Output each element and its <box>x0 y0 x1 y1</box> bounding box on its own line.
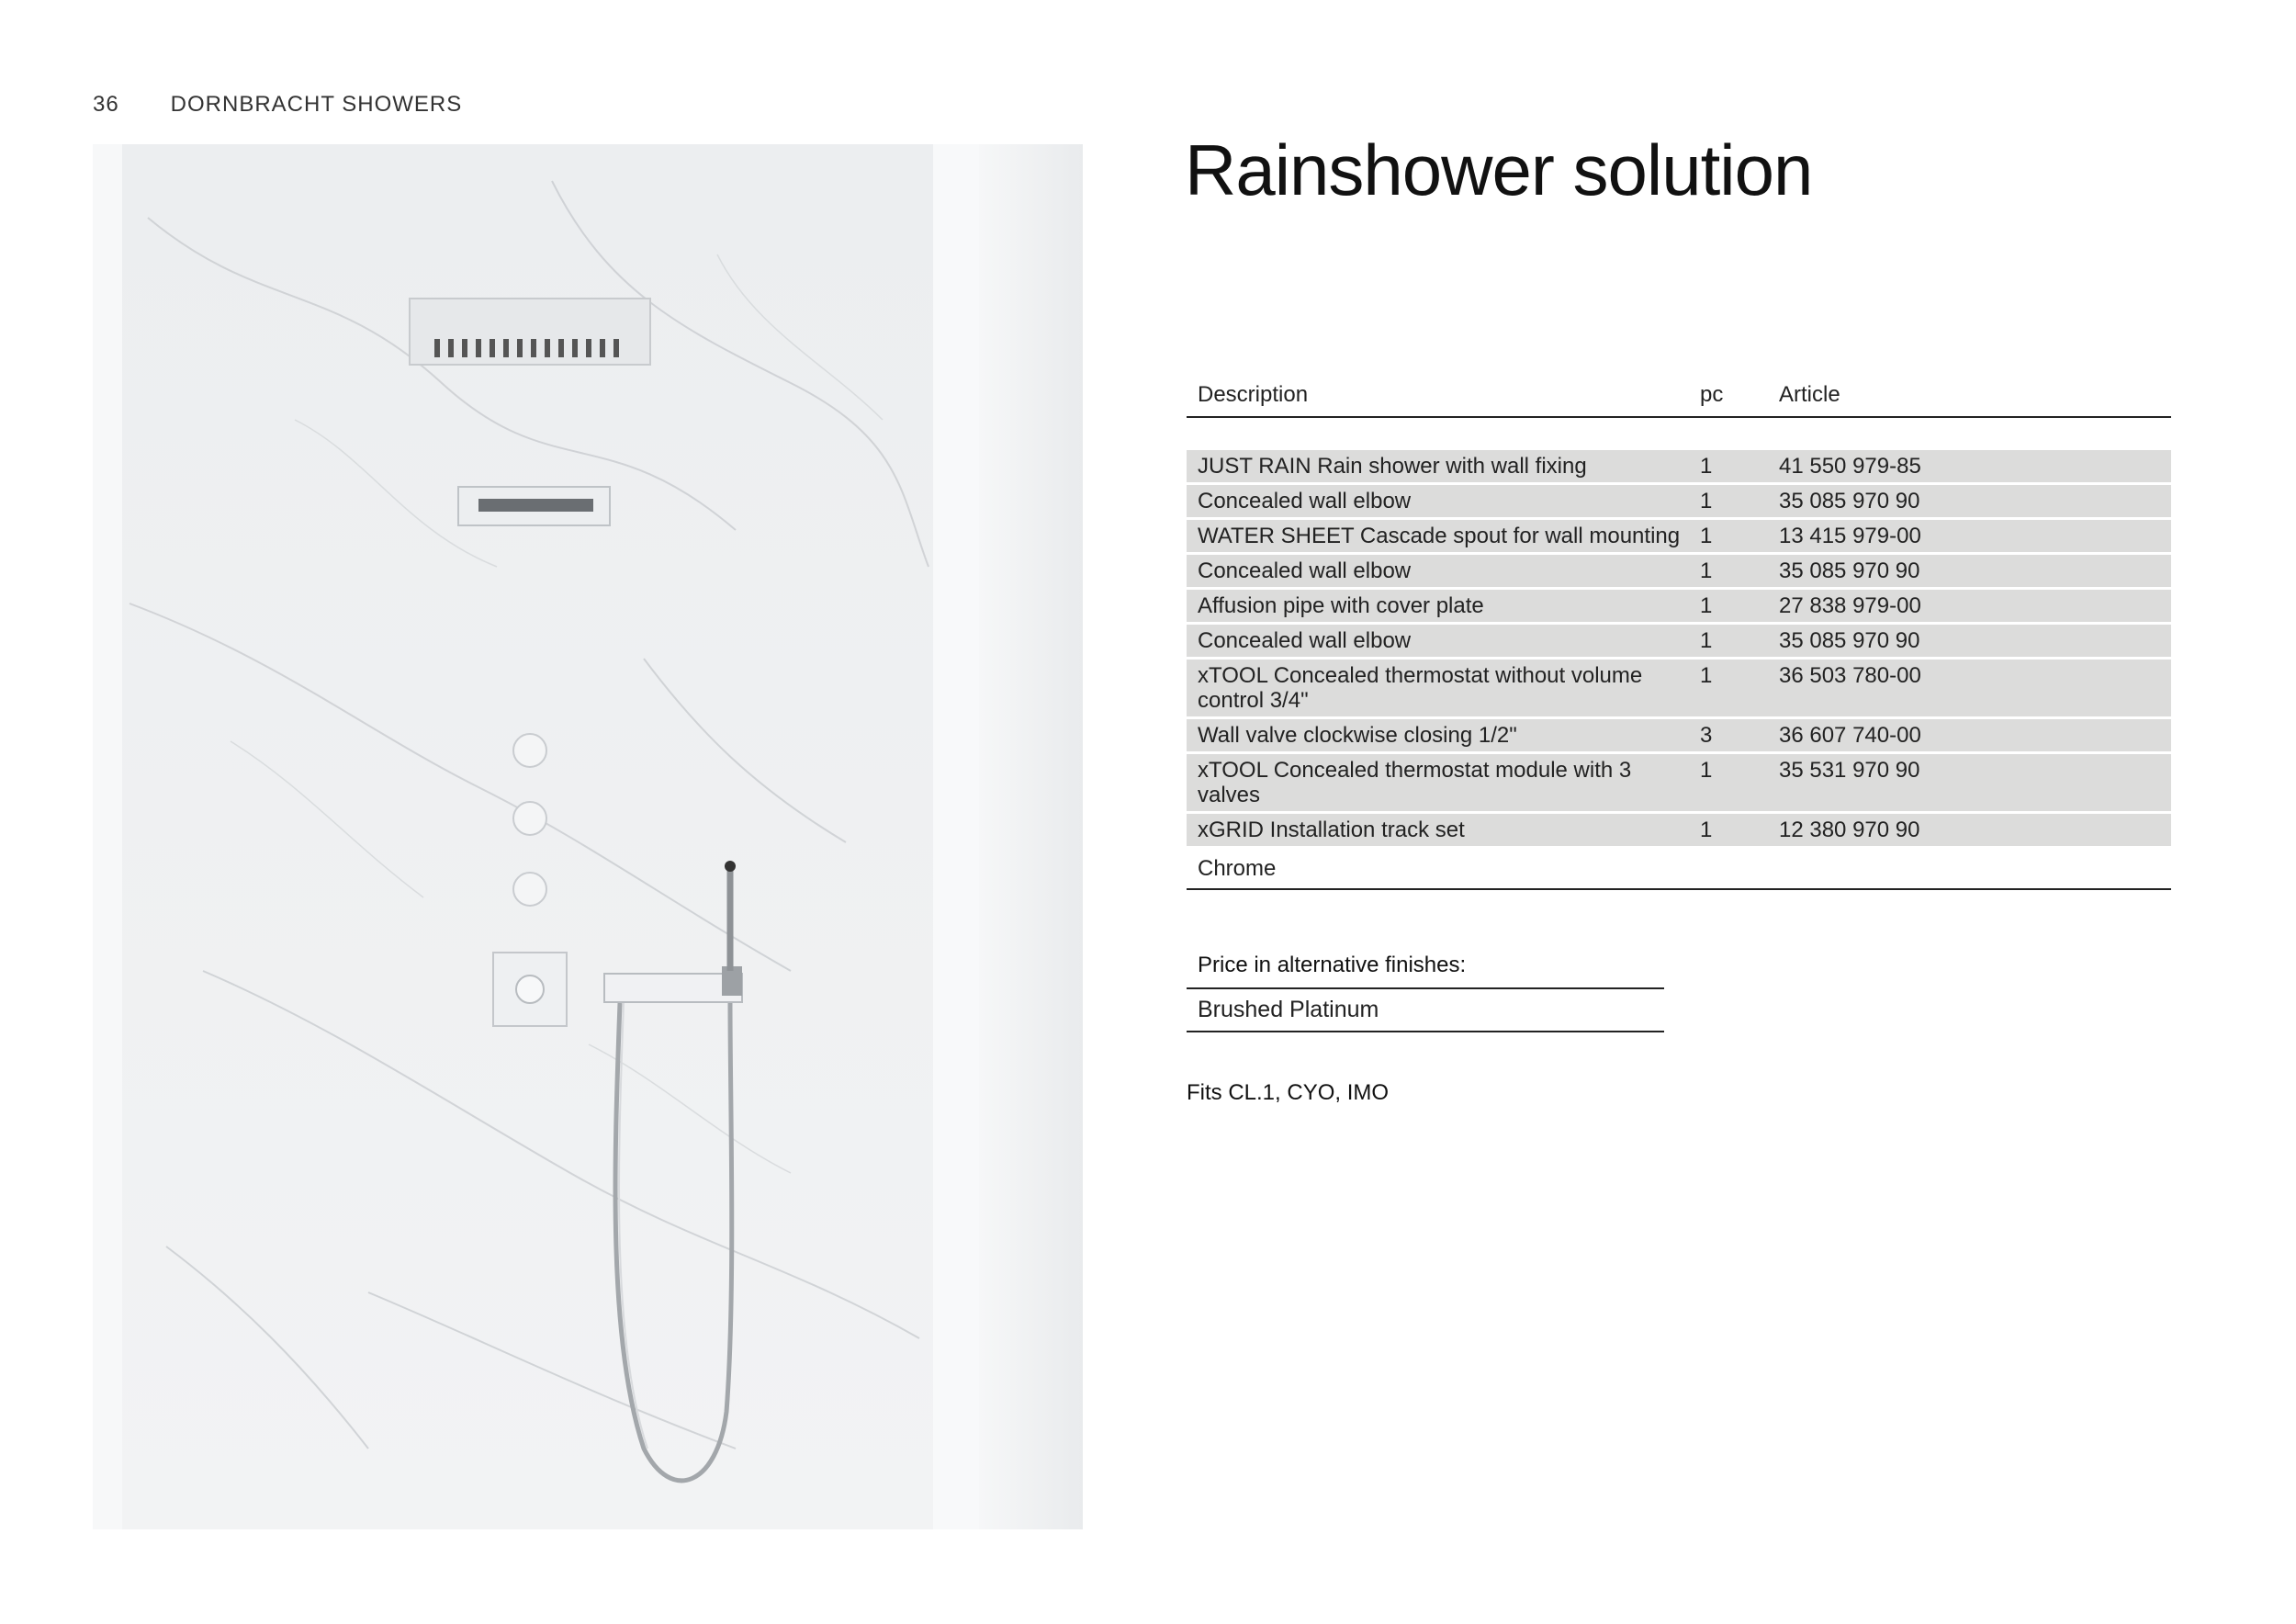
header-pc: pc <box>1700 382 1724 407</box>
row-article: 12 380 970 90 <box>1779 818 1920 842</box>
row-pc: 1 <box>1700 663 1713 688</box>
row-pc: 1 <box>1700 524 1713 548</box>
page-number: 36 <box>93 92 119 117</box>
table-row <box>1187 520 2171 552</box>
row-article: 35 531 970 90 <box>1779 758 1920 783</box>
parts-table <box>1187 377 2171 890</box>
table-row <box>1187 555 2171 587</box>
row-pc: 1 <box>1700 628 1713 653</box>
row-description: Affusion pipe with cover plate <box>1198 593 1484 618</box>
row-pc: 1 <box>1700 818 1713 842</box>
row-description: xGRID Installation track set <box>1198 818 1465 842</box>
row-pc: 1 <box>1700 593 1713 618</box>
row-pc: 1 <box>1700 489 1713 513</box>
row-article: 36 607 740-00 <box>1779 723 1921 748</box>
row-article: 36 503 780-00 <box>1779 663 1921 688</box>
table-row <box>1187 754 2171 811</box>
row-article: 35 085 970 90 <box>1779 558 1920 583</box>
row-description: Concealed wall elbow <box>1198 489 1412 513</box>
row-description: xTOOL Concealed thermostat without volume control 3/4" <box>1198 663 1643 713</box>
product-photo <box>93 144 1083 1529</box>
table-row <box>1187 814 2171 846</box>
row-description: Concealed wall elbow <box>1198 628 1412 653</box>
alternative-finishes-heading: Price in alternative finishes: <box>1187 947 1664 989</box>
row-article: 35 085 970 90 <box>1779 628 1920 653</box>
row-pc: 1 <box>1700 558 1713 583</box>
header-description: Description <box>1198 382 1309 407</box>
row-pc: 1 <box>1700 758 1713 783</box>
alternative-finishes <box>1187 947 1664 1032</box>
alternative-finish-item: Brushed Platinum <box>1187 989 1664 1032</box>
fits-note: Fits CL.1, CYO, IMO <box>1187 1080 1390 1105</box>
page-header <box>93 92 462 118</box>
table-row <box>1187 590 2171 622</box>
page-title: Rainshower solution <box>1185 130 1813 210</box>
row-description: Wall valve clockwise closing 1/2" <box>1198 723 1517 748</box>
row-description: JUST RAIN Rain shower with wall fixing <box>1198 454 1587 479</box>
row-article: 41 550 979-85 <box>1779 454 1921 479</box>
table-row <box>1187 660 2171 716</box>
row-article: 27 838 979-00 <box>1779 593 1921 618</box>
table-row <box>1187 450 2171 482</box>
row-description: Concealed wall elbow <box>1198 558 1412 583</box>
row-pc: 3 <box>1700 723 1713 748</box>
row-description: xTOOL Concealed thermostat module with 3 valves <box>1198 758 1632 807</box>
table-row <box>1187 625 2171 657</box>
table-row <box>1187 719 2171 751</box>
section-title: DORNBRACHT SHOWERS <box>170 92 463 117</box>
row-article: 35 085 970 90 <box>1779 489 1920 513</box>
finish-label: Chrome <box>1187 849 2171 890</box>
table-row <box>1187 485 2171 517</box>
row-pc: 1 <box>1700 454 1713 479</box>
header-article: Article <box>1779 382 1840 407</box>
table-header <box>1187 377 2171 418</box>
row-description: WATER SHEET Cascade spout for wall mounting <box>1198 524 1681 548</box>
row-article: 13 415 979-00 <box>1779 524 1921 548</box>
